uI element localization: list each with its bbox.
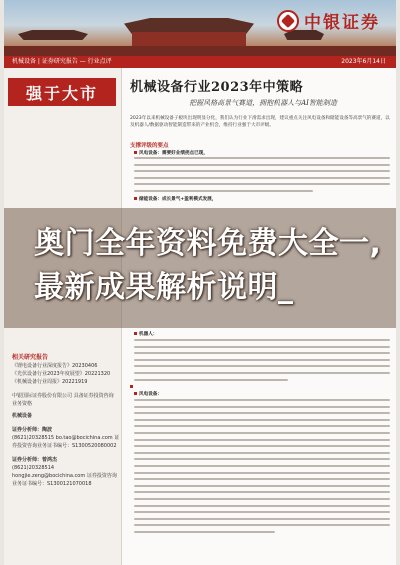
firm-info xyxy=(12,392,118,420)
report-date: 2023年6月14日 xyxy=(341,58,386,65)
bullet-robot-label: 机器人： xyxy=(139,332,158,337)
analyst-2-contact: (8621)20328514 hongjie.zeng@bocichina.com 证券投资咨询业务证书编号：S1300121070018 xyxy=(12,465,117,487)
report-summary: 2023年以来机械设备子板块出现明显分化，我们认为行业下滑需求出现，建议重点关注风电设备和储能设备等高景气的赛道，以及机器人/数据驱动智能制造带来的产业机会，维持行业强于大市评级。 xyxy=(130,116,390,128)
related-research-title: 相关研究报告 xyxy=(12,354,49,361)
report-page xyxy=(4,0,396,565)
section-heading: 支撑评级的要点 xyxy=(130,143,169,149)
industry-name: 机械设备 xyxy=(12,413,33,419)
bullet-wind-2 xyxy=(134,391,162,397)
body-text-block-2 xyxy=(134,339,390,385)
bullet-wind-label: 风电设备：需要好业绩拐点已现， xyxy=(139,151,208,156)
bullet-storage xyxy=(134,196,216,202)
body-text-block-3 xyxy=(134,399,390,537)
breadcrumb: 机械设备 | 证券研究报告 — 行业点评 xyxy=(12,58,112,65)
analyst-1-contact: (8621)20328515 bo.tao@bocichina.com 证券投资咨询业务证书编号：S1300520080002 xyxy=(12,435,120,449)
related-report-item[interactable]: 《机械设备行业周报》20221919 xyxy=(12,379,88,385)
overlay-headline: 奥门全年资料免费大全一,最新成果解析说明_ xyxy=(34,226,382,305)
brand-logo xyxy=(277,8,380,33)
body-text-block-1 xyxy=(134,157,390,197)
rating-badge xyxy=(8,78,116,106)
banner-wall xyxy=(4,46,396,56)
analyst-info xyxy=(12,426,120,488)
report-title: 机械设备行业2023年中策略 xyxy=(130,80,304,95)
related-report-item[interactable]: 《锂电设备行业深度报告》20230406 xyxy=(12,363,98,369)
bullet-robot xyxy=(134,331,157,337)
rating-text: 强于大市 xyxy=(25,83,98,103)
bullet-wind xyxy=(134,150,208,156)
related-report-item[interactable]: 《光伏设备行业2023年度展望》20221320 xyxy=(12,371,111,377)
firm-name: 中银国际证券股份有限公司 具备证券投资咨询业务资格 xyxy=(12,393,114,407)
analyst-2-name: 证券分析师：曾鸿杰 xyxy=(12,457,58,463)
brand-mark-icon xyxy=(277,10,299,32)
bullet-storage-label: 储能设备：成长景气+盈利模式发展， xyxy=(139,197,217,202)
related-research-list xyxy=(12,362,118,386)
section-heading-2 xyxy=(130,384,135,390)
report-subtitle: 把握风格高景气赛道，拥抱机器人与AI智能制造 xyxy=(189,99,337,107)
analyst-1-name: 证券分析师：陶波 xyxy=(12,427,53,433)
banner-roof-left xyxy=(18,30,88,40)
brand-name: 中银证券 xyxy=(304,13,380,33)
bullet-wind-2-label: 风电设备： xyxy=(139,392,162,397)
